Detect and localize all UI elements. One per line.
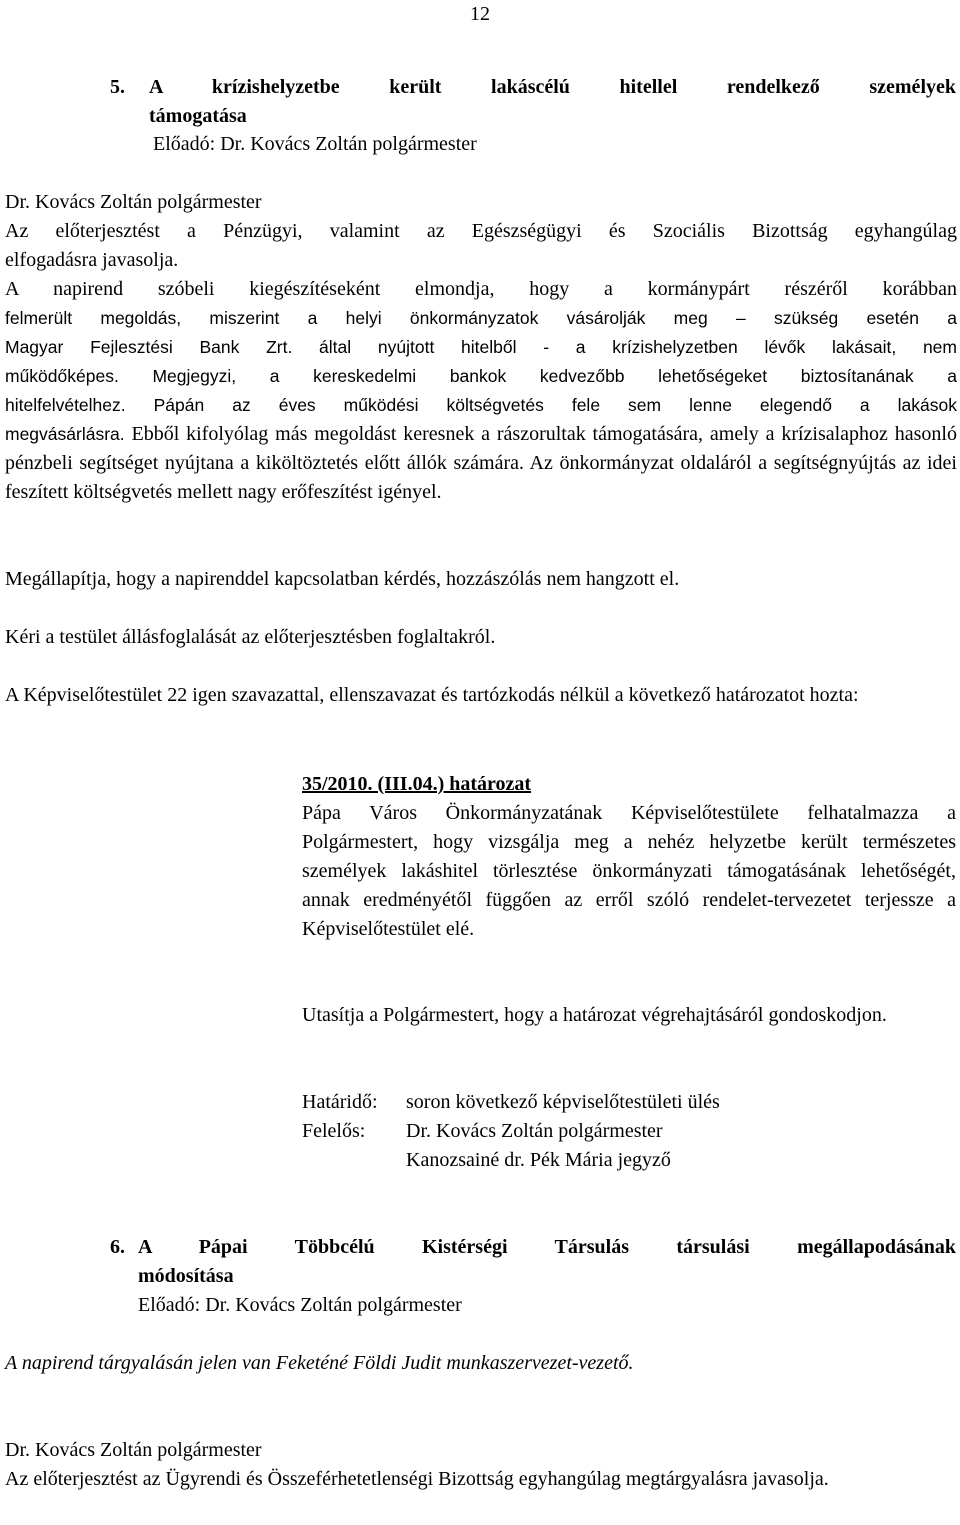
paragraph-committee-recommendation-2: Az előterjesztést az Ügyrendi és Összeférhetetlenségi Bizottság egyhangúlag megtárgyalásra javasolja. (5, 1468, 829, 1490)
agenda-item-6-title-line2: módosítása (138, 1265, 234, 1287)
attendance-note: A napirend tárgyalásán jelen van Feketéné Földi Judit munkaszervezet-vezető. (5, 1352, 634, 1374)
paragraph-supplement-line1: A napirend szóbeli kiegészítéseként elmondja, hogy a kormánypárt részéről korábban (5, 278, 957, 300)
resolution-responsible-label: Felelős: (302, 1120, 366, 1142)
agenda-item-5-presenter: Előadó: Dr. Kovács Zoltán polgármester (153, 133, 477, 155)
paragraph-supplement-sans-line1: felmerült megoldás, miszerint a helyi önkormányzatok vásárolják meg – szükség esetén a (5, 308, 957, 328)
agenda-item-5-heading (110, 73, 956, 131)
statement-no-questions: Megállapítja, hogy a napirenddel kapcsolatban kérdés, hozzászólás nem hangzott el. (5, 568, 680, 590)
paragraph-committee-recommendation-line2: elfogadásra javasolja. (5, 249, 179, 271)
page-number: 12 (470, 3, 490, 25)
speaker-name: Dr. Kovács Zoltán polgármester (5, 191, 262, 213)
agenda-item-6-title-line1: A Pápai Többcélú Kistérségi Társulás társulási megállapodásának (138, 1236, 956, 1258)
resolution-responsible-1: Dr. Kovács Zoltán polgármester (406, 1120, 663, 1142)
paragraph-supplement-sans-line2: Magyar Fejlesztési Bank Zrt. által nyújtott hitelből - a krízishelyzetben lévők lakásait, nem (5, 337, 957, 357)
resolution-deadline-value: soron következő képviselőtestületi ülés (406, 1091, 720, 1113)
agenda-item-6-number: 6. (110, 1236, 125, 1258)
resolution-responsible-2: Kanozsainé dr. Pék Mária jegyző (406, 1149, 671, 1171)
agenda-item-5-title-line1: A krízishelyzetbe került lakáscélú hitellel rendelkező személyek (149, 76, 956, 98)
agenda-item-6-heading (110, 1233, 956, 1291)
agenda-item-5-number: 5. (110, 76, 125, 98)
agenda-item-5-title-line2: támogatása (149, 105, 247, 127)
resolution-number: 35/2010. (III.04.) határozat (302, 773, 532, 795)
paragraph-supplement-sans-line3: működőképes. Megjegyzi, a kereskedelmi bankok kedvezőbb lehetőségeket biztosítanának a (5, 366, 957, 386)
resolution-body: Pápa Város Önkormányzatának Képviselőtestülete felhatalmazza a Polgármestert, hogy vizsgálja meg a nehéz helyzetbe került természetes személyek lakáshitel törlesztése önkormányzati támogatásának lehetőségét, annak eredményétől függően az erről szóló rendelet-tervezetet terjessze a Képviselőtestület elé. (302, 802, 956, 940)
resolution-instruction: Utasítja a Polgármestert, hogy a határozat végrehajtásáról gondoskodjon. (302, 1004, 887, 1026)
paragraph-supplement-rest: Ebből kifolyólag más megoldást keresnek a rászorultak támogatására, amely a krízisalaphoz hasonló pénzbeli segítséget nyújtana a kiköltöztetés előtt állók számára. Az önkormányzat oldaláról a segítségnyújtás az idei feszített költségvetés mellett nagy erőfeszítést igényel. (5, 423, 957, 503)
speaker-name-2: Dr. Kovács Zoltán polgármester (5, 1439, 262, 1461)
paragraph-committee-recommendation-line1: Az előterjesztést a Pénzügyi, valamint az Egészségügyi és Szociális Bizottság egyhangúlag (5, 220, 957, 242)
paragraph-supplement-continued (5, 420, 957, 507)
statement-request-position: Kéri a testület állásfoglalását az előterjesztésben foglaltakról. (5, 626, 496, 648)
paragraph-supplement-sans-line5: megvásárlásra. (5, 424, 125, 444)
paragraph-supplement-sans-line4: hitelfelvételhez. Pápán az éves működési költségvetés fele sem lenne elegendő a lakások (5, 395, 957, 415)
vote-result: A Képviselőtestület 22 igen szavazattal, ellenszavazat és tartózkodás nélkül a következő határozatot hozta: (5, 684, 859, 706)
resolution-deadline-label: Határidő: (302, 1091, 378, 1113)
agenda-item-6-presenter: Előadó: Dr. Kovács Zoltán polgármester (138, 1294, 462, 1316)
